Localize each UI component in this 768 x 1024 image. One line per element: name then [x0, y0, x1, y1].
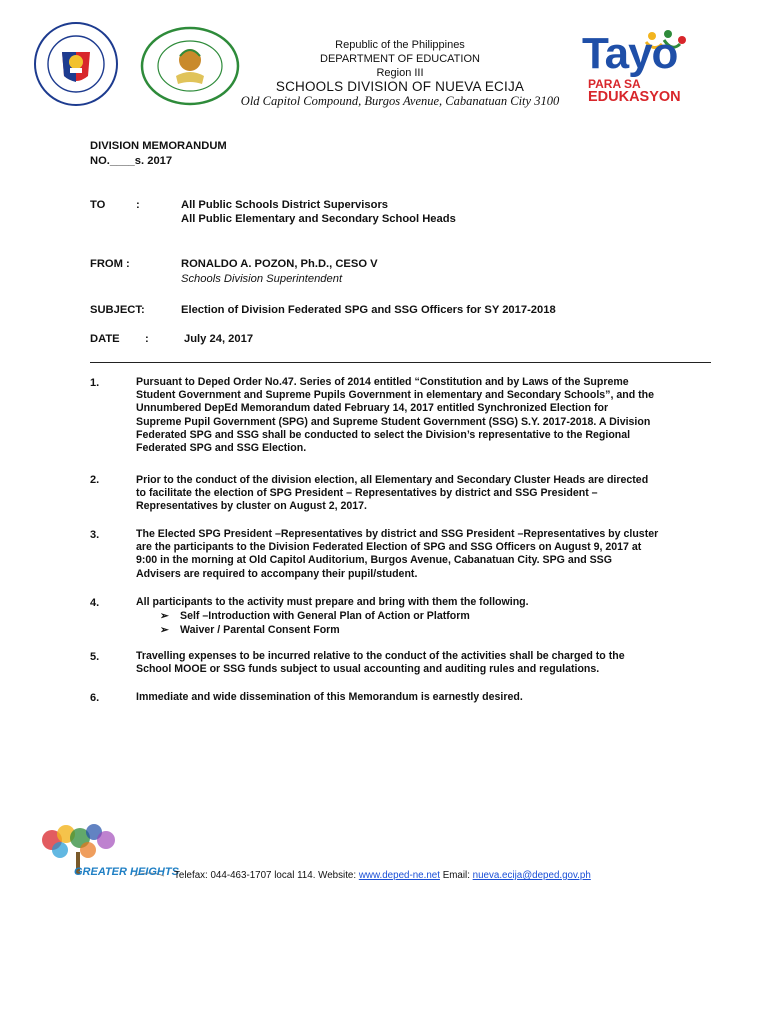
item-4-line: All participants to the activity must prepare and bring with them the following.: [136, 596, 529, 608]
item-4-text: [136, 596, 711, 609]
item-4-number: 4.: [90, 597, 100, 609]
item-2-number: 2.: [90, 474, 100, 486]
item-1-line: Student Government and Supreme Pupils Government in elementary and Secondary Schools”, and the: [136, 389, 655, 402]
item-2-line: to facilitate the election of SPG President – Representatives by district and SSG President –: [136, 487, 598, 500]
from-name: RONALDO A. POZON, Ph.D., CESO V: [181, 258, 378, 270]
item-1-number: 1.: [90, 377, 100, 389]
item-2-line: Prior to the conduct of the division election, all Elementary and Secondary Cluster Heads are directed: [136, 474, 649, 486]
letterhead: [180, 38, 620, 108]
date-colon: :: [145, 333, 149, 345]
header-department: DEPARTMENT OF EDUCATION: [320, 53, 480, 65]
item-4-bullet: [160, 610, 470, 622]
date-label: DATE: [90, 333, 120, 345]
memo-number: NO.____s. 2017: [90, 155, 173, 167]
to-colon: :: [136, 199, 140, 211]
item-5-line: Travelling expenses to be incurred relative to the conduct of the activities shall be charged to the: [136, 650, 625, 662]
footer-email-link[interactable]: nueva.ecija@deped.gov.ph: [472, 870, 591, 881]
to-recipient-1: All Public Schools District Supervisors: [181, 199, 389, 211]
item-1-line: Federated SPG and SSG shall be conducted to select the Division’s representative to the Regional: [136, 428, 631, 441]
header-divider: [90, 362, 711, 363]
tayo-para-sa-edukasyon-logo: [582, 28, 714, 106]
item-6-number: 6.: [90, 692, 100, 704]
greater-heights-logo: [34, 822, 179, 888]
item-6-line: Immediate and wide dissemination of this Memorandum is earnestly desired.: [136, 691, 523, 703]
item-2-line: Representatives by cluster on August 2, 2017.: [136, 500, 367, 513]
item-5-line: School MOOE or SSG funds subject to usual accounting and auditing rules and regulations.: [136, 663, 600, 676]
item-3-number: 3.: [90, 529, 100, 541]
item-1-line: Unnumbered DepEd Memorandum dated February 14, 2017 entitled Synchronized Election for: [136, 402, 609, 415]
item-2-text: [136, 474, 711, 514]
item-1-text: [136, 376, 711, 455]
item-3-line: Advisers are required to accompany their pupil/student.: [136, 567, 418, 580]
header-region: Region III: [376, 67, 424, 79]
subject-label: SUBJECT:: [90, 304, 145, 316]
item-5-number: 5.: [90, 651, 100, 663]
header-address: Old Capitol Compound, Burgos Avenue, Cabanatuan City 3100: [240, 94, 560, 108]
subject-text: Election of Division Federated SPG and SSG Officers for SY 2017-2018: [181, 304, 556, 316]
memo-title: DIVISION MEMORANDUM: [90, 140, 227, 152]
tayo-sub1-text: PARA SA: [588, 77, 641, 91]
tayo-sub2-text: EDUKASYON: [588, 89, 681, 105]
tayo-main-text: Tayo: [582, 29, 678, 78]
item-5-text: [136, 650, 711, 676]
bullet-text: Self –Introduction with General Plan of Action or Platform: [180, 610, 470, 622]
to-label: TO: [90, 199, 106, 211]
header-republic: Republic of the Philippines: [335, 39, 465, 51]
arrow-bullet-icon: ➢: [160, 624, 169, 636]
footer-email-label: Email:: [439, 870, 473, 881]
to-recipient-2: All Public Elementary and Secondary School Heads: [181, 213, 456, 225]
item-1-line: Supreme Pupil Government (SPG) and Supreme Student Government (SSG) S.Y. 2017-2018. A Division: [136, 415, 651, 428]
item-3-line: 9:00 in the morning at Old Capitol Auditorium, Burgos Avenue, Cabanatuan City. SPG and SSG: [136, 554, 612, 567]
item-1-line: Federated SPG and SSG Election.: [136, 442, 307, 455]
item-3-text: [136, 528, 711, 581]
footer-telefax: Telefax: 044-463-1707 local 114. Website:: [174, 870, 359, 881]
date-value: July 24, 2017: [184, 333, 254, 345]
item-4-bullet: [160, 624, 340, 636]
deped-seal-logo: [34, 22, 118, 106]
footer-website-link[interactable]: www.deped-ne.net: [358, 870, 440, 881]
from-label: FROM :: [90, 258, 130, 270]
greater-heights-text: GREATER HEIGHTS: [74, 866, 179, 878]
item-3-line: The Elected SPG President –Representatives by district and SSG President –Representatives by cluster: [136, 528, 659, 540]
header-division: SCHOOLS DIVISION OF NUEVA ECIJA: [275, 79, 525, 94]
from-title: Schools Division Superintendent: [181, 273, 343, 285]
arrow-bullet-icon: ➢: [160, 610, 169, 622]
item-6-text: [136, 691, 711, 704]
item-3-line: are the participants to the Division Federated Election of SPG and SSG Officers on August 9, 2017 at: [136, 541, 642, 554]
footer-contact: [174, 870, 591, 881]
item-1-line: Pursuant to Deped Order No.47. Series of 2014 entitled “Constitution and by Laws of the Supreme: [136, 376, 629, 388]
bullet-text: Waiver / Parental Consent Form: [180, 624, 340, 636]
